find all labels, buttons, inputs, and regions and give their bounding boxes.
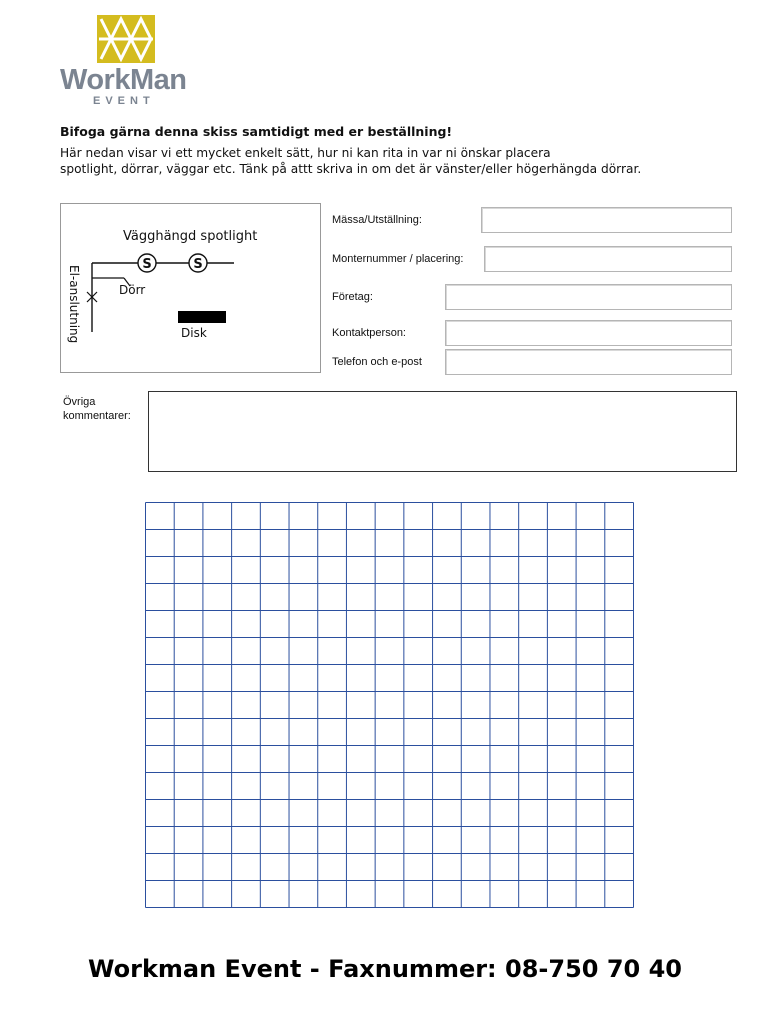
comments-label-line-2: kommentarer: (63, 410, 131, 422)
comments-label (63, 395, 131, 423)
sketch-title: Vägghängd spotlight (123, 229, 258, 244)
logo-wordmark: WorkMan (60, 64, 187, 96)
page-heading: Bifoga gärna denna skiss samtidigt med er beställning! (60, 124, 453, 139)
instructions-line-2: spotlight, dörrar, väggar etc. Tänk på attt skriva in om det är vänster/eller högerhängda dörrar. (60, 162, 642, 176)
workman-logo-mark-icon (97, 15, 155, 63)
sketch-desk (178, 311, 226, 323)
sketch-spotlight-2-symbol: S (193, 257, 203, 272)
sketch-side-label: El-anslutning (67, 265, 81, 344)
monter-input[interactable] (484, 246, 732, 272)
kontakt-label: Kontaktperson: (332, 327, 406, 339)
example-sketch (60, 203, 321, 373)
instructions-line-1: Här nedan visar vi ett mycket enkelt sätt, hur ni kan rita in var ni önskar placera (60, 146, 551, 160)
comments-label-line-1: Övriga (63, 396, 96, 408)
massa-label: Mässa/Utställning: (332, 214, 422, 226)
massa-input[interactable] (481, 207, 732, 233)
foretag-label: Företag: (332, 291, 373, 303)
sketch-spotlight-1-symbol: S (142, 257, 152, 272)
monter-label: Monternummer / placering: (332, 253, 464, 265)
footer-fax: Workman Event - Faxnummer: 08-750 70 40 (88, 955, 682, 983)
telefon-label: Telefon och e-post (332, 356, 422, 368)
sketch-door-label: Dörr (119, 283, 146, 297)
drawing-grid[interactable] (145, 502, 634, 908)
comments-textarea[interactable] (148, 391, 737, 472)
example-sketch-drawing (61, 204, 322, 374)
sketch-desk-label: Disk (181, 326, 207, 340)
telefon-input[interactable] (445, 349, 732, 375)
foretag-input[interactable] (445, 284, 732, 310)
logo-subtitle: EVENT (93, 95, 155, 107)
kontakt-input[interactable] (445, 320, 732, 346)
